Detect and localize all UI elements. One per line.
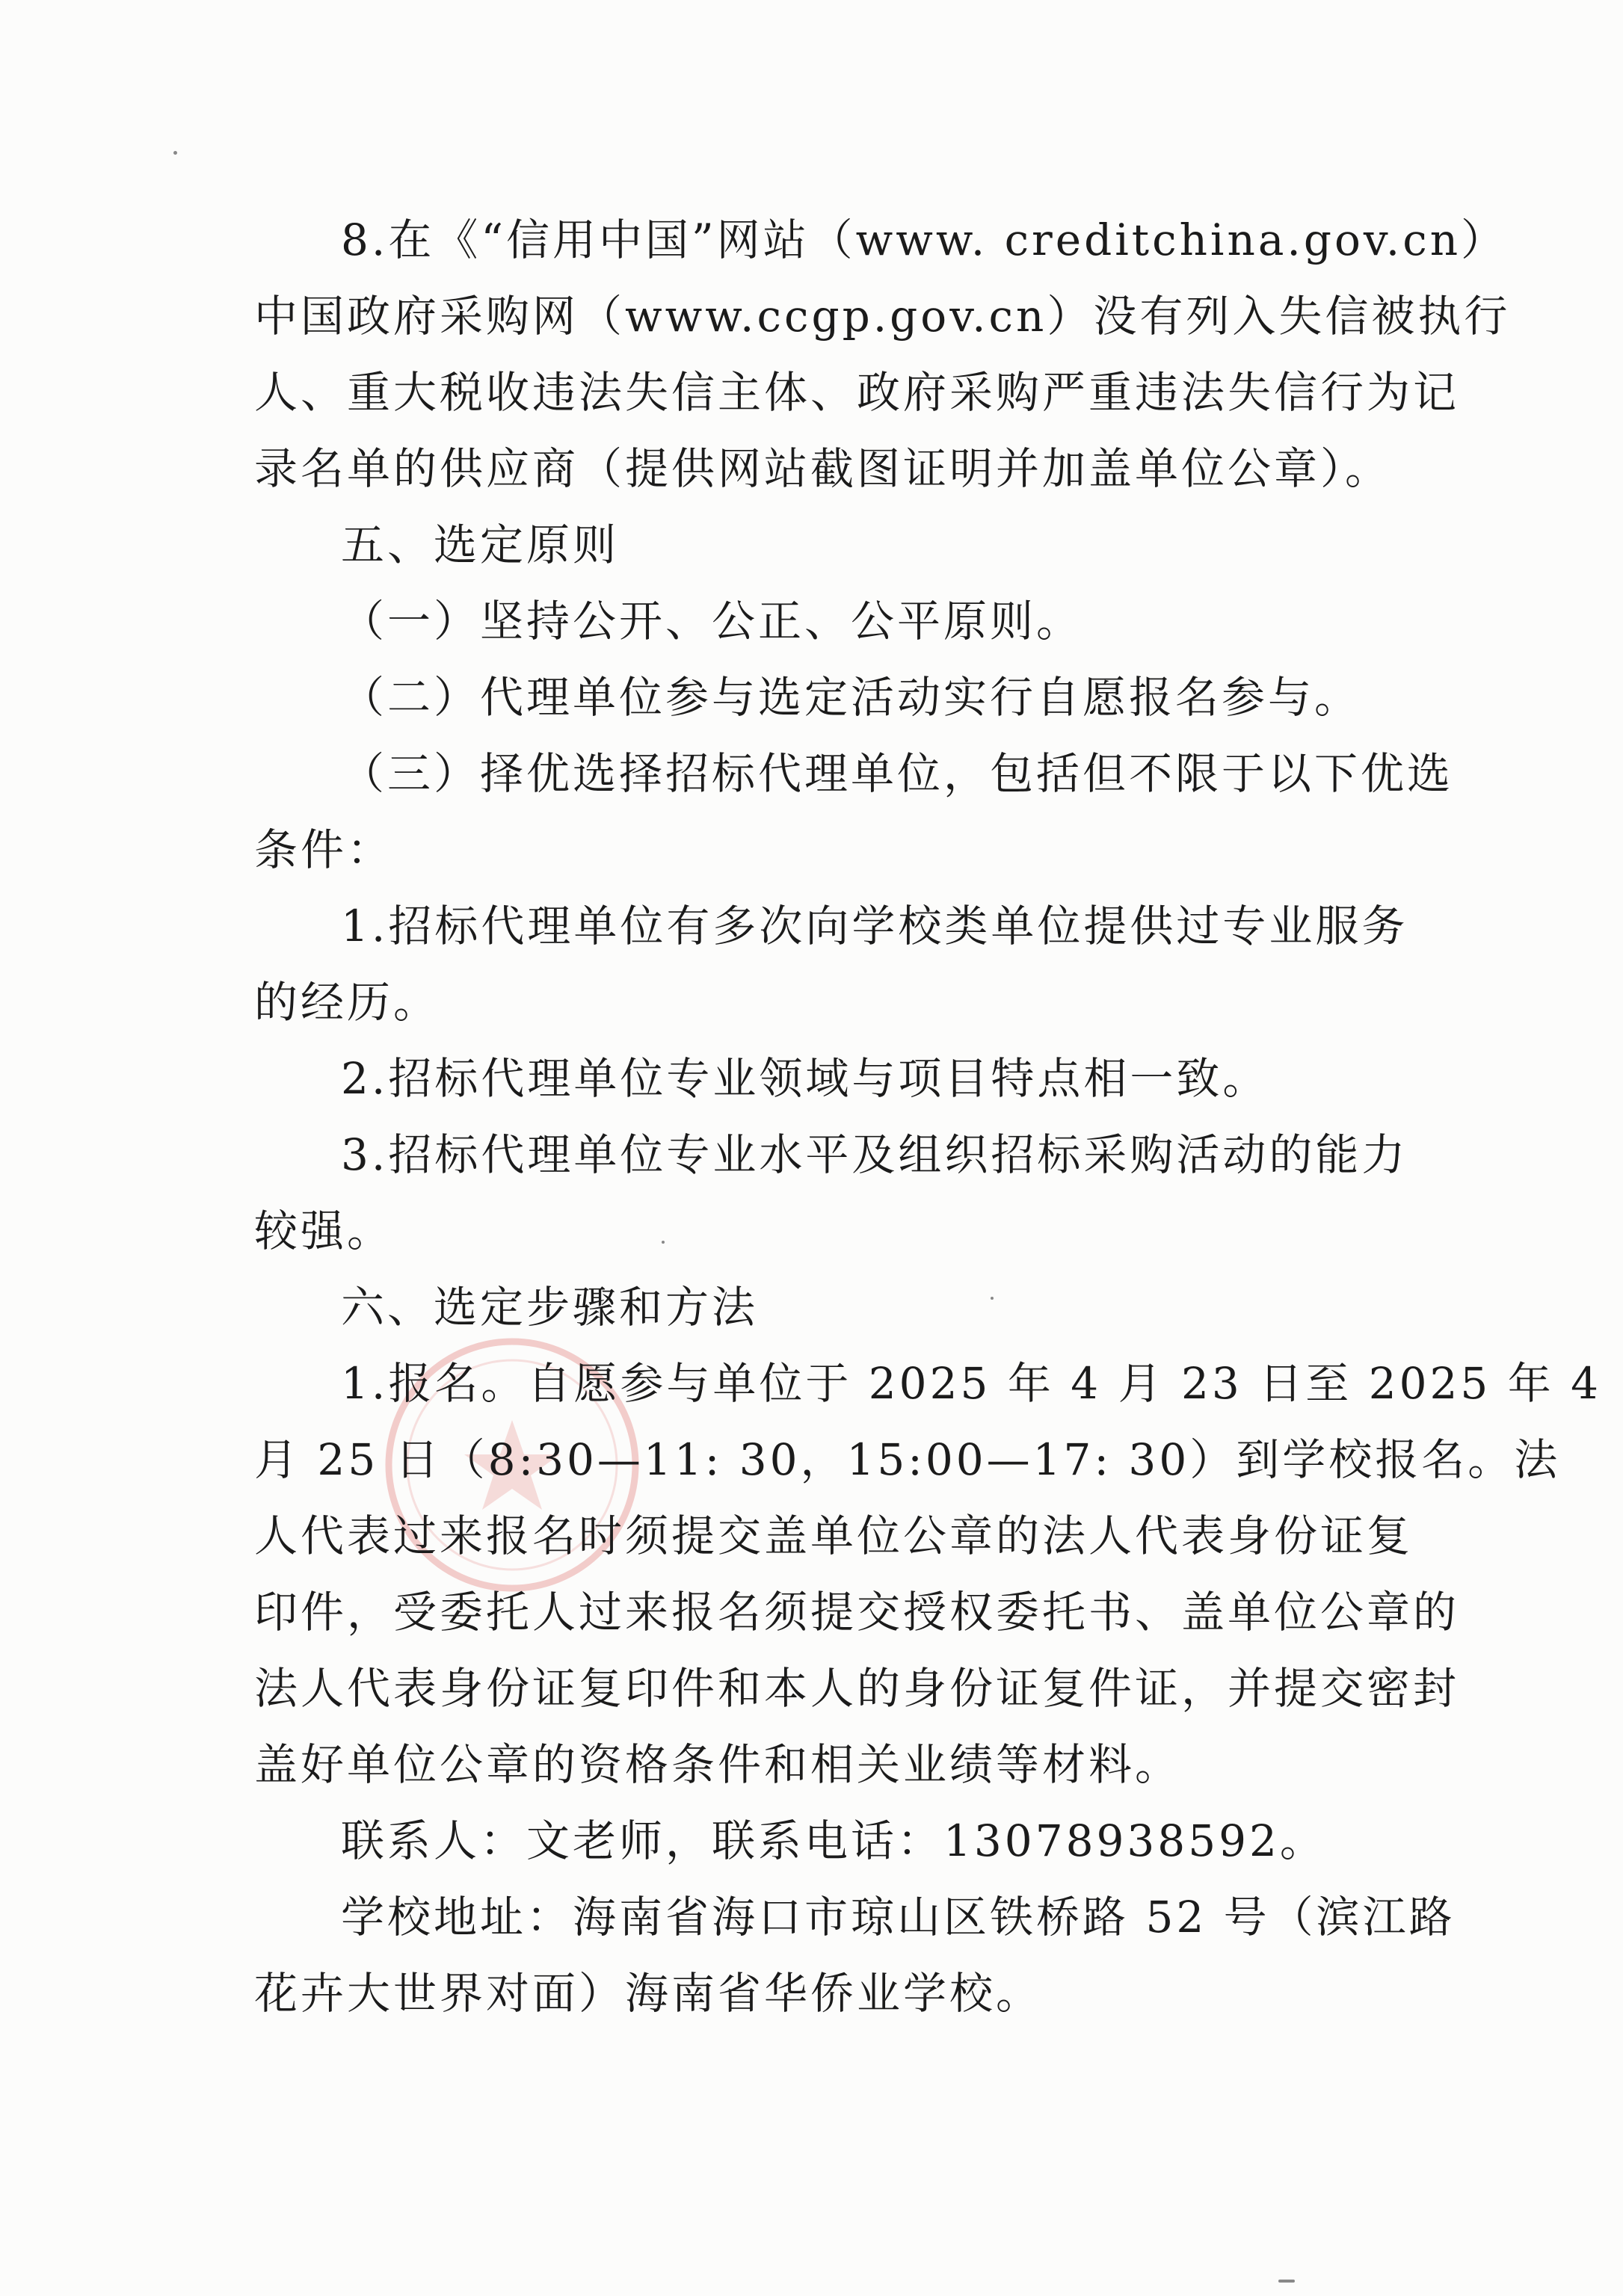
paragraph-item-8 xyxy=(254,202,1511,507)
text-line: （一）坚持公开、公正、公平原则。 xyxy=(341,596,1083,646)
text-line: 录名单的供应商（提供网站截图证明并加盖单位公章）。 xyxy=(254,443,1392,494)
paragraph-contact xyxy=(254,1803,1376,1879)
scan-speck xyxy=(662,1241,665,1244)
scan-speck xyxy=(173,151,177,155)
body-text xyxy=(254,202,1602,2031)
heading-text: 五、选定原则 xyxy=(341,519,620,570)
text-line: 3.招标代理单位专业水平及组织招标采购活动的能力 xyxy=(341,1129,1408,1180)
paragraph-principle-2 xyxy=(254,659,1376,735)
section-heading-6 xyxy=(254,1269,1376,1345)
text-line: 8.在《“信用中国”网站（www. creditchina.gov.cn） xyxy=(341,215,1508,265)
text-line: 印件，受委托人过来报名须提交授权委托书、盖单位公章的 xyxy=(254,1587,1460,1638)
scan-speck xyxy=(991,1297,994,1300)
paragraph-condition-2 xyxy=(254,1040,1376,1117)
scan-speck xyxy=(1278,2280,1295,2283)
text-line: （二）代理单位参与选定活动实行自愿报名参与。 xyxy=(341,672,1361,723)
text-line: 人代表过来报名时须提交盖单位公章的法人代表身份证复 xyxy=(254,1510,1414,1561)
text-line: 1.招标代理单位有多次向学校类单位提供过专业服务 xyxy=(341,901,1408,951)
paragraph-condition-1 xyxy=(254,888,1408,1040)
paragraph-principle-3 xyxy=(254,735,1454,888)
text-line: 花卉大世界对面）海南省华侨业学校。 xyxy=(254,1968,1043,2019)
paragraph-step-1 xyxy=(254,1345,1602,1803)
text-line: 学校地址：海南省海口市琼山区铁桥路 52 号（滨江路 xyxy=(341,1892,1456,1942)
section-heading-5 xyxy=(254,507,1376,583)
text-line: 中国政府采购网（www.ccgp.gov.cn）没有列入失信被执行 xyxy=(254,291,1511,342)
text-line: 盖好单位公章的资格条件和相关业绩等材料。 xyxy=(254,1739,1182,1790)
text-line: 人、重大税收违法失信主体、政府采购严重违法失信行为记 xyxy=(254,367,1460,418)
paragraph-principle-1 xyxy=(254,583,1376,659)
paragraph-condition-3 xyxy=(254,1117,1408,1269)
text-line: 法人代表身份证复印件和本人的身份证复件证，并提交密封 xyxy=(254,1663,1460,1714)
text-line: 较强。 xyxy=(254,1206,394,1256)
text-line: 1.报名。自愿参与单位于 2025 年 4 月 23 日至 2025 年 4 xyxy=(341,1358,1602,1409)
paragraph-address xyxy=(254,1879,1456,2031)
text-line: 月 25 日（8:30—11: 30，15:00—17: 30）到学校报名。法 xyxy=(254,1434,1561,1485)
text-line: 条件： xyxy=(254,824,394,875)
text-line: 2.招标代理单位专业领域与项目特点相一致。 xyxy=(341,1053,1269,1104)
heading-text: 六、选定步骤和方法 xyxy=(341,1282,759,1333)
text-line: 的经历。 xyxy=(254,977,440,1028)
text-line: 联系人：文老师，联系电话：13078938592。 xyxy=(341,1815,1326,1866)
text-line: （三）择优选择招标代理单位，包括但不限于以下优选 xyxy=(341,748,1454,799)
